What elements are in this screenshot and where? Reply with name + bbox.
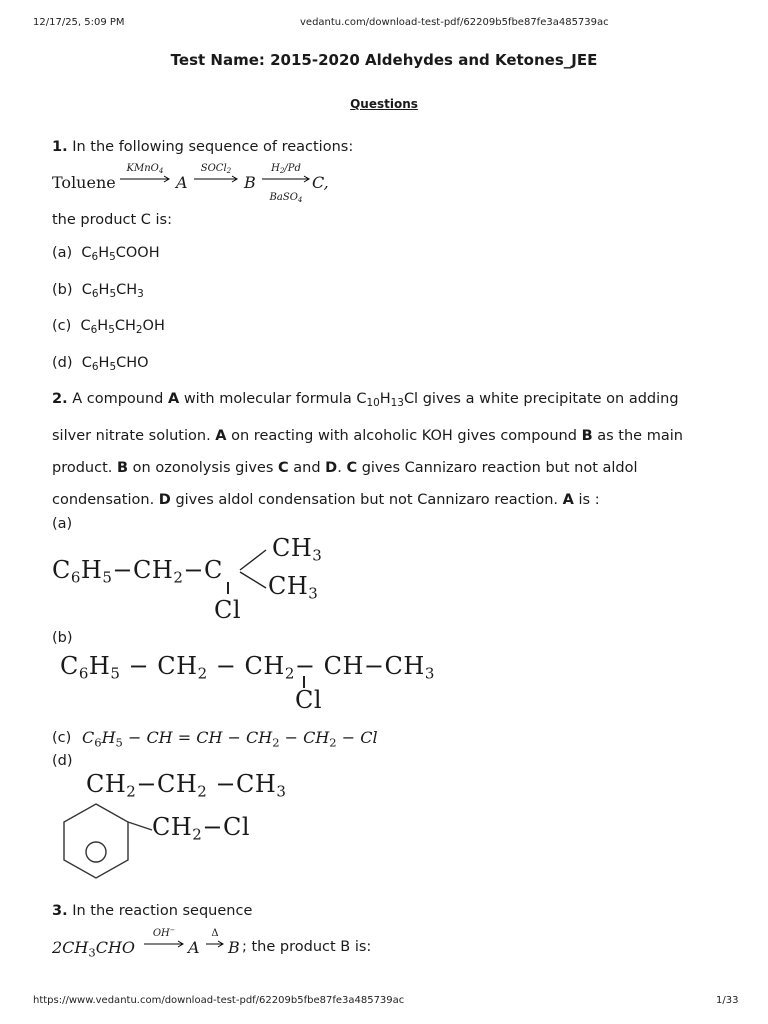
option-b-label: (b) bbox=[52, 630, 73, 646]
option-d: (d) $C_6H_5CHO$ bbox=[52, 355, 149, 374]
question-2-line-3: product. B on ozonolysis gives C and D. C gives Cannizaro reaction but not aldol bbox=[52, 460, 638, 476]
right-arrow-icon bbox=[204, 939, 226, 949]
page-count: 1/33 bbox=[716, 995, 739, 1006]
arrow-kmno4 bbox=[118, 163, 172, 184]
question-stem: In the following sequence of reactions: bbox=[72, 139, 354, 155]
print-url-header: vedantu.com/download-test-pdf/62209b5fbe87fe3a485739ac bbox=[300, 17, 609, 28]
reagent-label-below: BaSO$_4$ bbox=[269, 192, 303, 205]
arrow-heat bbox=[204, 928, 226, 949]
intermediate-a: A bbox=[188, 938, 200, 957]
arrow-h2-pd bbox=[260, 163, 312, 203]
question-2-line-4: condensation. D gives aldol condensation but not Cannizaro reaction. A is : bbox=[52, 492, 600, 508]
right-arrow-icon bbox=[118, 174, 172, 184]
product-c: C, bbox=[312, 173, 329, 192]
option-c-label: (c) bbox=[52, 730, 72, 746]
structure-d-side-chain: $CH_2-CH_2 -CH_3$ bbox=[86, 770, 287, 801]
bond-line bbox=[240, 572, 266, 588]
option-a-label: (a) bbox=[52, 516, 73, 532]
reactant-acetaldehyde: $2CH_3CHO$ bbox=[52, 938, 136, 960]
arrow-socl2 bbox=[192, 163, 240, 184]
print-url-footer: https://www.vedantu.com/download-test-pdf/62209b5fbe87fe3a485739ac bbox=[33, 995, 405, 1006]
benzene-ring-icon bbox=[56, 794, 166, 894]
product-b: B bbox=[228, 938, 240, 957]
test-title: Test Name: 2015-2020 Aldehydes and Ketones_JEE bbox=[170, 51, 598, 69]
question-2-line-1: 2. A compound A with molecular formula $C_{10}H_{13}Cl$ gives a white precipitate on adding bbox=[52, 391, 679, 410]
heat-symbol: Δ bbox=[211, 928, 219, 939]
reagent-label: $H_2/Pd$ bbox=[271, 163, 301, 176]
option-c: (c) $C_6H_5CH_2OH$ bbox=[52, 318, 165, 337]
question-3-text: 3. In the reaction sequence bbox=[52, 903, 253, 919]
structure-d-ch2cl: $CH_2-Cl$ bbox=[152, 813, 250, 844]
option-d-label: (d) bbox=[52, 753, 73, 769]
right-arrow-icon bbox=[142, 939, 186, 949]
option-b: (b) $C_6H_5CH_3$ bbox=[52, 282, 144, 301]
structure-c-formula: $C_6H_5$ − CH = CH − $CH_2 - CH_2 - Cl$ bbox=[82, 728, 378, 750]
reactant-toluene: Toluene bbox=[52, 173, 116, 192]
structure-a-chain: $C_6H_5-CH_2-C$ bbox=[52, 556, 223, 587]
print-datetime: 12/17/25, 5:09 PM bbox=[33, 17, 125, 28]
structure-a-ch3-top: $CH_3$ bbox=[272, 534, 323, 565]
structure-a-cl: Cl bbox=[214, 596, 242, 624]
product-a: A bbox=[176, 173, 188, 192]
reagent-label: OH− bbox=[152, 926, 176, 939]
question-1-tail: the product C is: bbox=[52, 212, 172, 228]
arrow-oh bbox=[142, 928, 186, 949]
structure-b-chain: $C_6H_5 - CH_2 - CH_2- CH-CH_3$ bbox=[60, 652, 435, 683]
product-b: B bbox=[244, 173, 256, 192]
question-2-line-2: silver nitrate solution. A on reacting with alcoholic KOH gives compound B as the main bbox=[52, 428, 683, 444]
question-3-tail: ; the product B is: bbox=[242, 939, 372, 955]
reaction-sequence-3 bbox=[52, 928, 412, 958]
question-1-text bbox=[52, 139, 353, 155]
section-heading: Questions bbox=[350, 97, 418, 111]
option-a: (a) $C_6H_5COOH$ bbox=[52, 245, 160, 264]
right-arrow-icon bbox=[260, 174, 312, 184]
reagent-label: SOCl$_2$ bbox=[200, 163, 232, 176]
right-arrow-icon bbox=[192, 174, 240, 184]
question-number: 1. bbox=[52, 139, 68, 155]
structure-a-ch3-bottom: $CH_3$ bbox=[268, 572, 319, 603]
reagent-label: KMnO$_4$ bbox=[126, 163, 164, 176]
bond-line bbox=[240, 550, 266, 570]
structure-b-cl: Cl bbox=[295, 686, 323, 714]
